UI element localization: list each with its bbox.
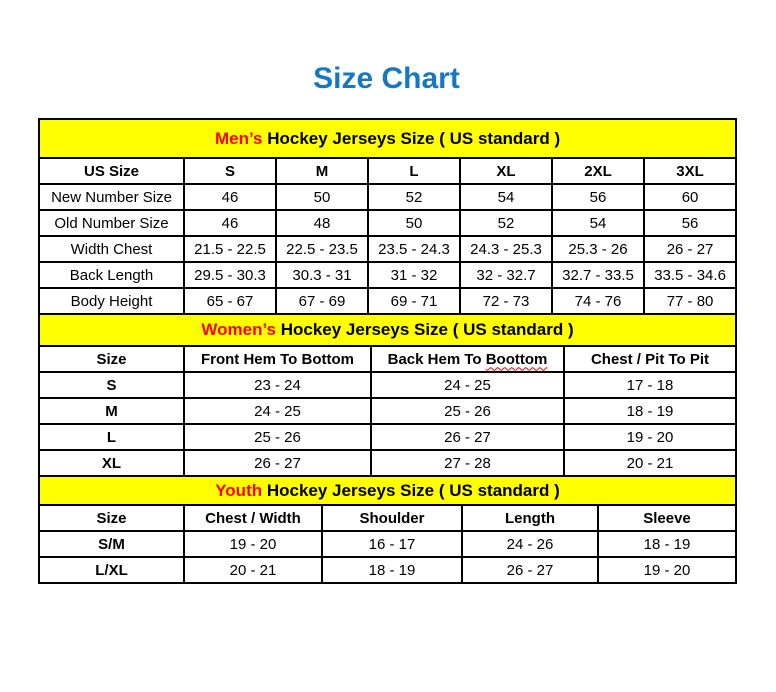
row-label-cell: New Number Size [39,184,184,210]
mens-band-cell [39,119,736,158]
value-cell: 16 - 17 [322,531,462,557]
value-cell: 54 [552,210,644,236]
value-cell: 32.7 - 33.5 [552,262,644,288]
youth-band-row [39,476,736,505]
mens-band-text: Hockey Jerseys Size ( US standard ) [262,128,561,148]
womens-row-xl [39,450,736,476]
youth-row-s-m [39,531,736,557]
mens-row-width-chest [39,236,736,262]
value-cell: 25 - 26 [184,424,371,450]
womens-column-header-1: Front Hem To Bottom [184,346,371,372]
value-cell: 69 - 71 [368,288,460,314]
value-cell: 22.5 - 23.5 [276,236,368,262]
value-cell: 67 - 69 [276,288,368,314]
value-cell: 19 - 20 [184,531,322,557]
value-cell: 52 [460,210,552,236]
value-cell: 32 - 32.7 [460,262,552,288]
value-cell: 50 [368,210,460,236]
value-cell: 17 - 18 [564,372,736,398]
row-label-cell: Body Height [39,288,184,314]
value-cell: 18 - 19 [564,398,736,424]
mens-header-row [39,158,736,184]
misspelled-word: Boottom [485,350,548,368]
value-cell: 52 [368,184,460,210]
youth-column-header-3: Length [462,505,598,531]
youth-column-header-2: Shoulder [322,505,462,531]
value-cell: 24.3 - 25.3 [460,236,552,262]
youth-column-header-0: Size [39,505,184,531]
value-cell: 60 [644,184,736,210]
value-cell: 24 - 26 [462,531,598,557]
youth-size-table [38,475,737,584]
row-label-cell: Old Number Size [39,210,184,236]
womens-band-cell [39,314,736,346]
row-label-cell: Width Chest [39,236,184,262]
mens-column-header-5: 2XL [552,158,644,184]
value-cell: 23.5 - 24.3 [368,236,460,262]
value-cell: 18 - 19 [598,531,736,557]
mens-column-header-6: 3XL [644,158,736,184]
value-cell: 56 [552,184,644,210]
womens-band-highlight: Women’s [201,320,276,339]
mens-column-header-4: XL [460,158,552,184]
value-cell: 23 - 24 [184,372,371,398]
value-cell: 46 [184,184,276,210]
mens-row-new-number-size [39,184,736,210]
value-cell: 29.5 - 30.3 [184,262,276,288]
value-cell: 31 - 32 [368,262,460,288]
mens-row-back-length [39,262,736,288]
youth-band-cell [39,476,736,505]
value-cell: 65 - 67 [184,288,276,314]
value-cell: 74 - 76 [552,288,644,314]
value-cell: 26 - 27 [184,450,371,476]
value-cell: 26 - 27 [462,557,598,583]
page-title: Size Chart [313,62,460,95]
mens-column-header-3: L [368,158,460,184]
youth-column-header-4: Sleeve [598,505,736,531]
row-label-cell: Back Length [39,262,184,288]
value-cell: 26 - 27 [371,424,564,450]
value-cell: 20 - 21 [564,450,736,476]
row-label-cell: L/XL [39,557,184,583]
value-cell: 77 - 80 [644,288,736,314]
row-label-cell: S/M [39,531,184,557]
youth-band-highlight: Youth [215,480,263,500]
value-cell: 25 - 26 [371,398,564,424]
womens-size-table [38,313,737,477]
mens-band-highlight: Men’s [214,128,263,148]
value-cell: 30.3 - 31 [276,262,368,288]
row-label-cell: L [39,424,184,450]
mens-row-old-number-size [39,210,736,236]
womens-row-l [39,424,736,450]
value-cell: 27 - 28 [371,450,564,476]
value-cell: 72 - 73 [460,288,552,314]
mens-size-table [38,118,737,315]
value-cell: 24 - 25 [184,398,371,424]
value-cell: 48 [276,210,368,236]
value-cell: 46 [184,210,276,236]
womens-column-header-2: Back Hem To Boottom [371,346,564,372]
value-cell: 33.5 - 34.6 [644,262,736,288]
youth-header-row [39,505,736,531]
womens-row-s [39,372,736,398]
mens-band-row [39,119,736,158]
value-cell: 54 [460,184,552,210]
row-label-cell: XL [39,450,184,476]
value-cell: 18 - 19 [322,557,462,583]
womens-row-m [39,398,736,424]
value-cell: 26 - 27 [644,236,736,262]
youth-band-text: Hockey Jerseys Size ( US standard ) [262,480,560,500]
youth-column-header-1: Chest / Width [184,505,322,531]
value-cell: 24 - 25 [371,372,564,398]
value-cell: 56 [644,210,736,236]
womens-column-header-3: Chest / Pit To Pit [564,346,736,372]
value-cell: 19 - 20 [564,424,736,450]
value-cell: 21.5 - 22.5 [184,236,276,262]
mens-row-body-height [39,288,736,314]
womens-header-row [39,346,736,372]
mens-column-header-0: US Size [39,158,184,184]
mens-column-header-1: S [184,158,276,184]
womens-band-text: Hockey Jerseys Size ( US standard ) [276,320,574,339]
value-cell: 25.3 - 26 [552,236,644,262]
womens-column-header-0: Size [39,346,184,372]
row-label-cell: M [39,398,184,424]
womens-band-row [39,314,736,346]
value-cell: 20 - 21 [184,557,322,583]
value-cell: 19 - 20 [598,557,736,583]
row-label-cell: S [39,372,184,398]
youth-row-l-xl [39,557,736,583]
mens-column-header-2: M [276,158,368,184]
document-content [38,62,735,584]
value-cell: 50 [276,184,368,210]
